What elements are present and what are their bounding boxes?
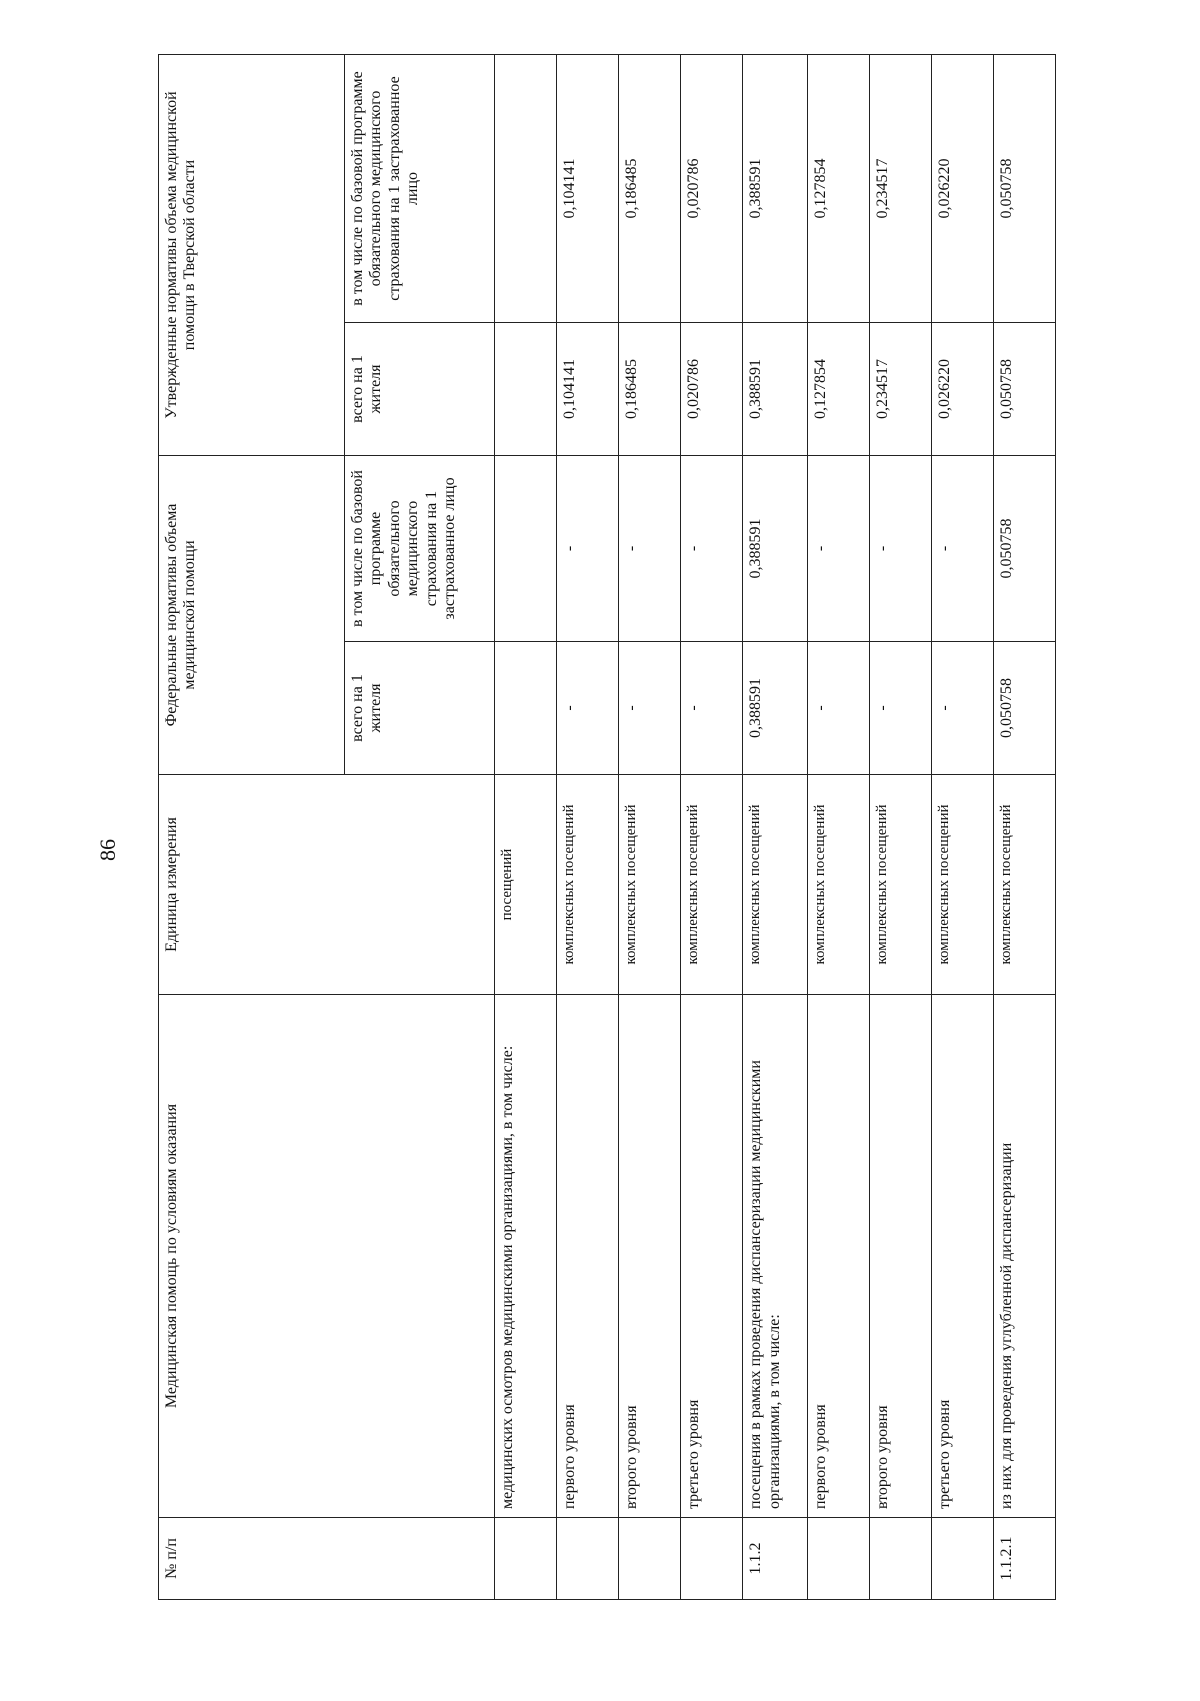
row-unit: комплексных посещений: [993, 775, 1055, 995]
row-num: [557, 1518, 619, 1600]
table-row: [495, 55, 557, 1600]
table-row: [993, 55, 1055, 1600]
table-row: [557, 55, 619, 1600]
row-unit: комплексных посещений: [869, 775, 931, 995]
row-fed-oms: -: [869, 456, 931, 642]
row-fed-oms: -: [807, 456, 869, 642]
row-num: [619, 1518, 681, 1600]
table-row: [807, 55, 869, 1600]
row-num: 1.1.2: [743, 1518, 807, 1600]
row-fed-oms: -: [557, 456, 619, 642]
row-reg-oms: [495, 55, 557, 323]
row-unit: комплексных посещений: [681, 775, 743, 995]
row-fed-total: [495, 642, 557, 775]
row-reg-total: 0,020786: [681, 323, 743, 456]
row-reg-total: 0,388591: [743, 323, 807, 456]
header-fed-per-insured: в том числе по базовой программе обязательного медицинского страхования на 1 застрахованное лицо: [345, 456, 495, 642]
row-fed-oms: -: [931, 456, 993, 642]
table-row: [619, 55, 681, 1600]
row-unit: комплексных посещений: [807, 775, 869, 995]
row-reg-oms: 0,050758: [993, 55, 1055, 323]
header-conditions: Медицинская помощь по условиям оказания: [159, 995, 495, 1518]
row-fed-oms: [495, 456, 557, 642]
row-condition: первого уровня: [807, 995, 869, 1518]
volume-norms-table: [158, 54, 1056, 1600]
row-fed-total: -: [807, 642, 869, 775]
table-row: [931, 55, 993, 1600]
table-container: [158, 55, 1056, 1600]
row-reg-oms: 0,020786: [681, 55, 743, 323]
row-condition: из них для проведения углубленной диспансеризации: [993, 995, 1055, 1518]
row-condition: второго уровня: [619, 995, 681, 1518]
table-row: [869, 55, 931, 1600]
header-unit: Единица измерения: [159, 775, 495, 995]
row-unit: комплексных посещений: [931, 775, 993, 995]
row-reg-oms: 0,234517: [869, 55, 931, 323]
row-fed-total: -: [619, 642, 681, 775]
row-unit: комплексных посещений: [619, 775, 681, 995]
row-reg-total: [495, 323, 557, 456]
row-num: [869, 1518, 931, 1600]
row-reg-oms: 0,186485: [619, 55, 681, 323]
row-reg-total: 0,234517: [869, 323, 931, 456]
row-num: [807, 1518, 869, 1600]
row-reg-oms: 0,127854: [807, 55, 869, 323]
row-fed-total: -: [557, 642, 619, 775]
row-num: [681, 1518, 743, 1600]
header-num: № п/п: [159, 1518, 495, 1600]
page-number: 86: [95, 839, 120, 861]
row-reg-total: 0,186485: [619, 323, 681, 456]
row-reg-oms: 0,104141: [557, 55, 619, 323]
row-unit: комплексных посещений: [743, 775, 807, 995]
row-fed-total: 0,050758: [993, 642, 1055, 775]
row-fed-oms: 0,050758: [993, 456, 1055, 642]
header-reg-per-insured: в том числе по базовой программе обязательного медицинского страхования на 1 застрахованное лицо: [345, 55, 495, 323]
row-reg-total: 0,050758: [993, 323, 1055, 456]
row-fed-total: 0,388591: [743, 642, 807, 775]
row-fed-total: -: [681, 642, 743, 775]
row-reg-total: 0,026220: [931, 323, 993, 456]
row-condition: третьего уровня: [931, 995, 993, 1518]
header-row-1: [159, 55, 345, 1600]
row-num: [495, 1518, 557, 1600]
row-num: 1.1.2.1: [993, 1518, 1055, 1600]
table-row: [681, 55, 743, 1600]
row-condition: первого уровня: [557, 995, 619, 1518]
row-fed-total: -: [869, 642, 931, 775]
row-num: [931, 1518, 993, 1600]
row-condition: третьего уровня: [681, 995, 743, 1518]
header-reg-per-resident: всего на 1 жителя: [345, 323, 495, 456]
row-reg-oms: 0,388591: [743, 55, 807, 323]
row-reg-total: 0,127854: [807, 323, 869, 456]
row-fed-total: -: [931, 642, 993, 775]
row-fed-oms: -: [681, 456, 743, 642]
rotated-table-frame: [158, 55, 1056, 1600]
row-reg-oms: 0,026220: [931, 55, 993, 323]
row-unit: посещений: [495, 775, 557, 995]
row-fed-oms: -: [619, 456, 681, 642]
row-condition: медицинских осмотров медицинскими организациями, в том числе:: [495, 995, 557, 1518]
table-row: [743, 55, 807, 1600]
row-unit: комплексных посещений: [557, 775, 619, 995]
header-regional: Утвержденные нормативы объема медицинской помощи в Тверской области: [159, 55, 345, 456]
header-fed-per-resident: всего на 1 жителя: [345, 642, 495, 775]
row-condition: посещения в рамках проведения диспансеризации медицинскими организациями, в том числе:: [743, 995, 807, 1518]
row-condition: второго уровня: [869, 995, 931, 1518]
header-federal: Федеральные нормативы объема медицинской помощи: [159, 456, 345, 775]
row-fed-oms: 0,388591: [743, 456, 807, 642]
row-reg-total: 0,104141: [557, 323, 619, 456]
